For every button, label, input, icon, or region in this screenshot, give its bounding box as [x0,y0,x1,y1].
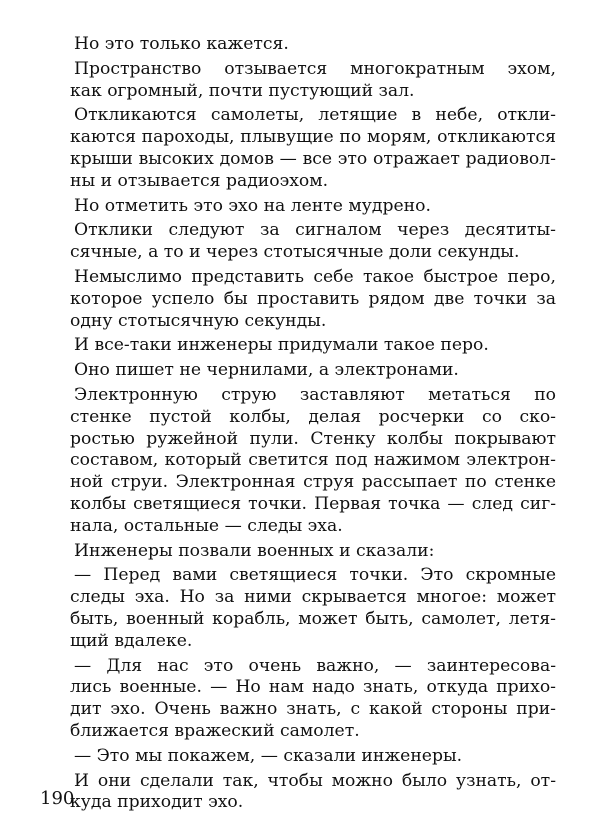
text-line: Но это только кажется. [74,34,289,54]
text-line: как огромный, почти пустующий зал. [70,80,415,101]
text-line: — Для нас это очень важно, — заинтересова- [74,655,556,676]
paragraph [70,267,556,332]
text-line: ны и отзывается радиоэхом. [70,170,329,191]
paragraph [70,771,556,815]
paragraph [70,196,556,218]
text-line: Оно пишет не чернилами, а электронами. [74,360,459,381]
text-line: крыши высоких домов — все это отражает радиовол- [70,148,556,169]
text-line: И они сделали так, чтобы можно было узнать, от- [74,770,556,791]
paragraph [70,565,556,652]
paragraph [70,360,556,382]
text-line: Пространство отзывается многократным эхом, [74,58,556,79]
text-line: Электронную струю заставляют метаться по [74,384,556,405]
text-line: Немыслимо представить себе такое быстрое перо, [74,266,556,287]
text-line: ной струи. Электронная струя рассыпает по стенке [70,472,556,493]
text-line: одну стотысячную секунды. [70,310,327,331]
paragraph [70,220,556,264]
text-line: быть, военный корабль, может быть, самолет, летя- [70,608,556,629]
paragraph [70,34,556,56]
paragraph [70,59,556,103]
text-line: составом, который светится под нажимом электрон- [70,450,556,471]
text-line: нала, остальные — следы эха. [70,515,343,536]
text-line: куда приходит эхо. [70,792,244,813]
text-line: Отклики следуют за сигналом через десятиты- [74,220,556,241]
text-line: сячные, а то и через стотысячные доли секунды. [70,242,520,263]
text-line: Но отметить это эхо на ленте мудрено. [74,195,431,216]
page-number: 190 [40,788,75,809]
text-line: — Перед вами светящиеся точки. Это скромные [74,565,556,586]
paragraph [70,656,556,743]
text-line: Инженеры позвали военных и сказали: [74,540,435,561]
body-text [70,34,556,817]
text-line: следы эха. Но за ними скрывается многое: может [70,587,556,608]
paragraph [70,105,556,192]
text-line: щий вдалеке. [70,630,193,651]
text-line: каются пароходы, плывущие по морям, откликаются [70,127,556,148]
text-line: стенке пустой колбы, делая росчерки со ско- [70,406,556,427]
paragraph [70,541,556,563]
text-line: лись военные. — Но нам надо знать, откуда прихо- [70,677,556,698]
paragraph [70,746,556,768]
text-line: которое успело бы проставить рядом две точки за [70,288,556,309]
text-line: ближается вражеский самолет. [70,720,360,741]
text-line: И все-таки инженеры придумали такое перо. [74,335,489,356]
paragraph [70,335,556,357]
text-line: дит эхо. Очень важно знать, с какой стороны при- [70,699,556,720]
paragraph [70,385,556,538]
text-line: ростью ружейной пули. Стенку колбы покрывают [70,428,556,449]
text-line: Откликаются самолеты, летящие в небе, откли- [74,105,556,126]
text-line: — Это мы покажем, — сказали инженеры. [74,745,463,766]
text-line: колбы светящиеся точки. Первая точка — след сиг- [70,493,556,514]
